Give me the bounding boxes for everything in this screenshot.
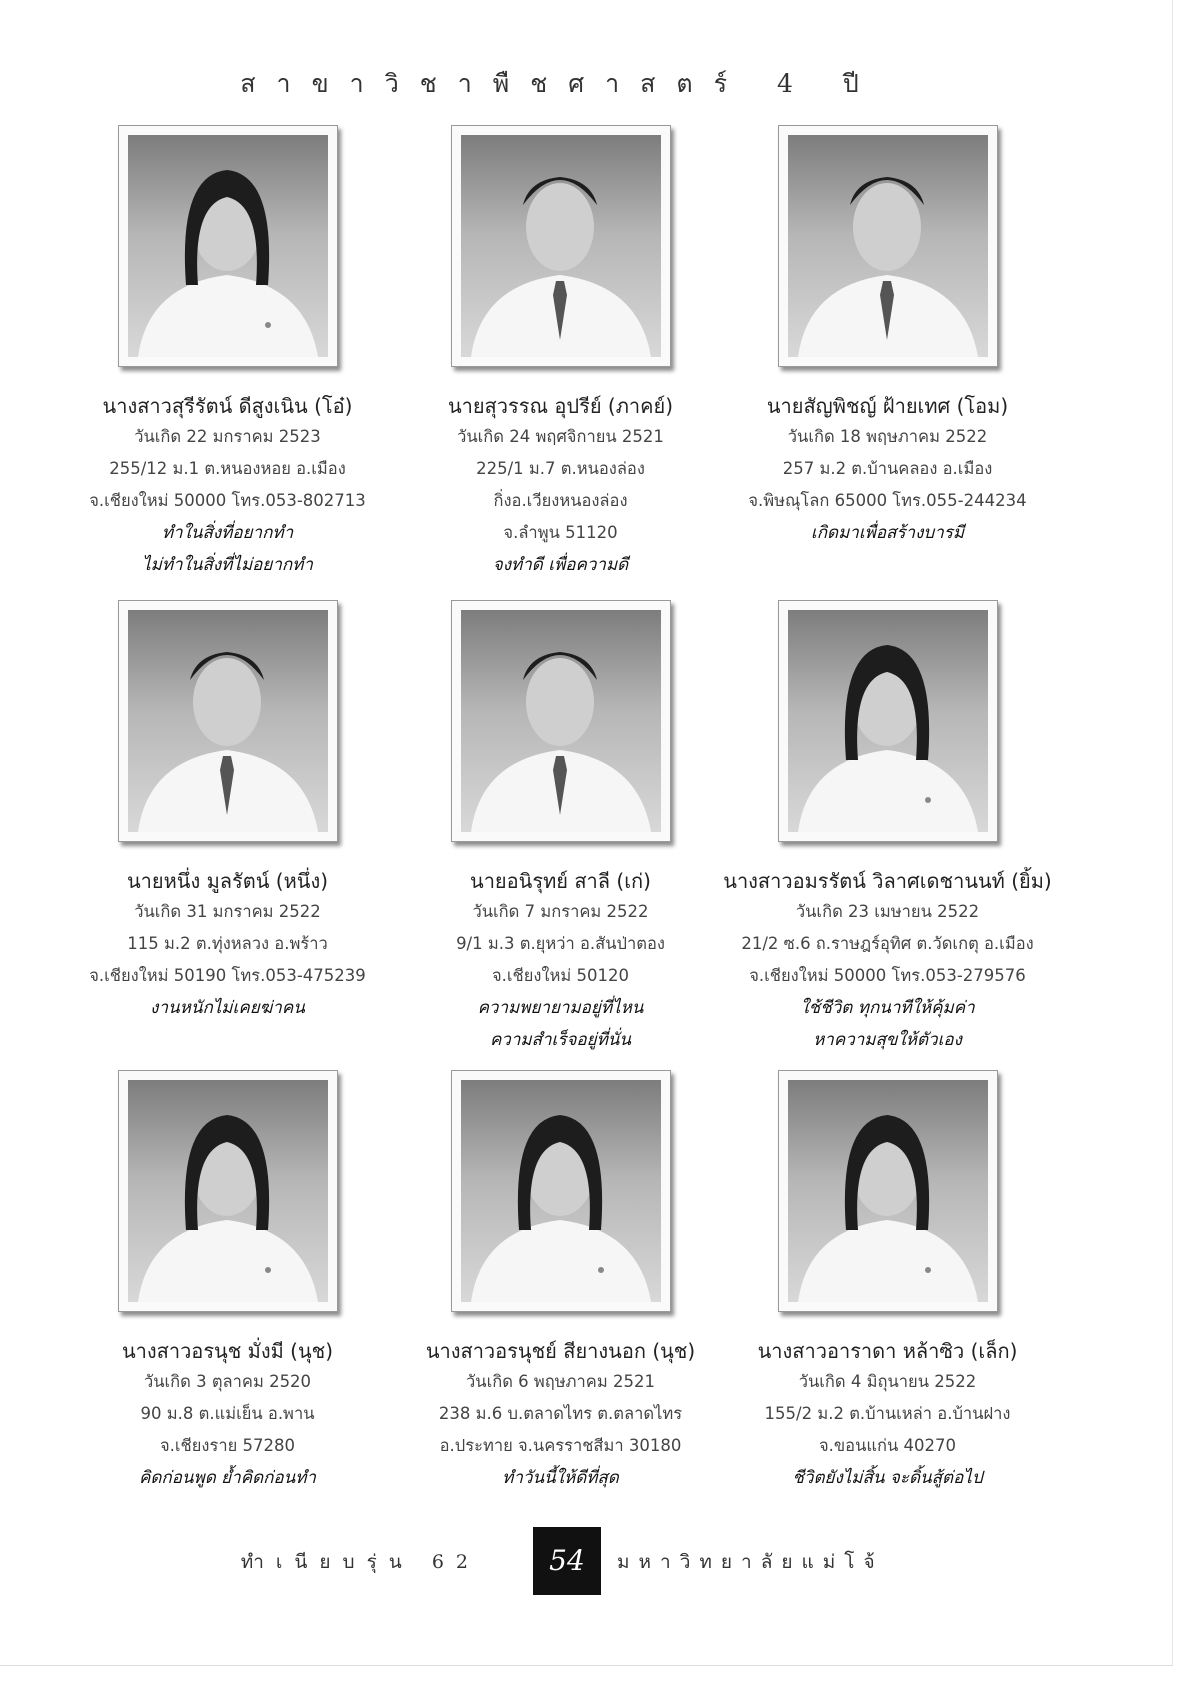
portrait-image: [461, 610, 661, 832]
student-detail: วันเกิด 31 มกราคม 2522: [134, 902, 321, 921]
student-detail: วันเกิด 18 พฤษภาคม 2522: [787, 427, 988, 446]
student-detail: 155/2 ม.2 ต.บ้านเหล่า อ.บ้านฝาง: [764, 1404, 1011, 1423]
student-name: นายหนึ่ง มูลรัตน์ (หนึ่ง): [126, 869, 329, 893]
student-motto: ไม่ทำในสิ่งที่ไม่อยากทำ: [142, 555, 313, 575]
student-motto: ทำวันนี้ให้ดีที่สุด: [502, 1468, 619, 1488]
student-detail: 9/1 ม.3 ต.ยุหว่า อ.สันป่าตอง: [456, 934, 665, 953]
student-card: [393, 600, 728, 1056]
portrait-image: [788, 135, 988, 357]
student-detail: 115 ม.2 ต.ทุ่งหลวง อ.พร้าว: [127, 934, 328, 953]
portrait-figure: [461, 610, 661, 832]
footer-university-name: มหาวิทยาลัยแม่โจ้: [617, 1551, 884, 1573]
portrait-photo: [451, 1070, 671, 1312]
student-card: [720, 600, 1055, 1056]
student-detail: 238 ม.6 บ.ตลาดไทร ต.ตลาดไทร: [438, 1404, 683, 1423]
student-detail: จ.ลำพูน 51120: [503, 523, 618, 542]
portrait-image: [788, 610, 988, 832]
student-detail: 255/12 ม.1 ต.หนองหอย อ.เมือง: [109, 459, 346, 478]
portrait-figure: [788, 1080, 988, 1302]
student-motto: ใช้ชีวิต ทุกนาทีให้คุ้มค่า: [800, 998, 975, 1018]
student-motto: งานหนักไม่เคยฆ่าคน: [150, 998, 305, 1018]
portrait-photo: [778, 125, 998, 367]
student-motto: ความพยายามอยู่ที่ไหน: [477, 998, 644, 1018]
student-name: นายอนิรุทย์ สาลี (เก่): [470, 869, 651, 893]
portrait-figure: [128, 135, 328, 357]
student-name: นางสาวอมรรัตน์ วิลาศเดชานนท์ (ยิ้ม): [723, 869, 1052, 893]
student-name: นางสาวอรนุช มั่งมี (นุช): [121, 1339, 334, 1363]
portrait-figure: [788, 610, 988, 832]
student-detail: 90 ม.8 ต.แม่เย็น อ.พาน: [140, 1404, 315, 1423]
student-detail: จ.เชียงใหม่ 50000 โทร.053-802713: [89, 491, 366, 510]
student-motto: ความสำเร็จอยู่ที่นั่น: [489, 1030, 632, 1050]
portrait-image: [128, 610, 328, 832]
portrait-photo: [451, 600, 671, 842]
portrait-photo: [778, 600, 998, 842]
student-detail: 225/1 ม.7 ต.หนองล่อง: [476, 459, 645, 478]
student-name: นายสัญพิชญ์ ฝ้ายเทศ (โอม): [766, 394, 1009, 418]
student-name: นางสาวอรนุชย์ สียางนอก (นุช): [425, 1339, 696, 1363]
student-motto: หาความสุขให้ตัวเอง: [813, 1030, 962, 1050]
student-card: [393, 125, 728, 581]
portrait-photo: [778, 1070, 998, 1312]
student-detail: วันเกิด 22 มกราคม 2523: [134, 427, 321, 446]
footer-yearbook-title: ทำเนียบรุ่น 62: [240, 1551, 480, 1573]
portrait-photo: [451, 125, 671, 367]
student-detail: จ.เชียงใหม่ 50120: [491, 966, 630, 985]
portrait-figure: [788, 135, 988, 357]
student-detail: วันเกิด 4 มิถุนายน 2522: [798, 1372, 977, 1391]
student-detail: จ.เชียงใหม่ 50000 โทร.053-279576: [749, 966, 1026, 985]
student-detail: จ.พิษณุโลก 65000 โทร.055-244234: [748, 491, 1027, 510]
student-name: นางสาวอาราดา หล้าซิว (เล็ก): [757, 1339, 1018, 1363]
portrait-photo: [118, 600, 338, 842]
student-detail: วันเกิด 7 มกราคม 2522: [472, 902, 649, 921]
student-detail: วันเกิด 6 พฤษภาคม 2521: [466, 1372, 655, 1391]
student-name: นายสุวรรณ อุปรีย์ (ภาคย์): [447, 394, 674, 418]
portrait-photo: [118, 1070, 338, 1312]
student-detail: วันเกิด 24 พฤศจิกายน 2521: [457, 427, 664, 446]
student-card: [720, 1070, 1055, 1494]
student-detail: 21/2 ซ.6 ถ.ราษฎร์อุทิศ ต.วัดเกตุ อ.เมือง: [741, 934, 1034, 953]
student-card: [60, 125, 395, 581]
student-detail: วันเกิด 23 เมษายน 2522: [795, 902, 980, 921]
page-footer: [0, 1527, 1120, 1595]
student-motto: ทำในสิ่งที่อยากทำ: [161, 523, 294, 543]
portrait-photo: [118, 125, 338, 367]
student-detail: จ.เชียงใหม่ 50190 โทร.053-475239: [89, 966, 366, 985]
student-detail: จ.ขอนแก่น 40270: [818, 1436, 957, 1455]
student-detail: อ.ประทาย จ.นครราชสีมา 30180: [439, 1436, 682, 1455]
page-number: 54: [533, 1527, 601, 1595]
student-name: นางสาวสุรีรัตน์ ดีสูงเนิน (โอ๋): [102, 394, 353, 418]
student-card: [720, 125, 1055, 549]
portrait-image: [788, 1080, 988, 1302]
portrait-image: [128, 1080, 328, 1302]
page-header: สาขาวิชาพืชศาสตร์ 4 ปี: [240, 69, 880, 98]
portrait-figure: [461, 135, 661, 357]
student-detail: 257 ม.2 ต.บ้านคลอง อ.เมือง: [782, 459, 993, 478]
student-motto: เกิดมาเพื่อสร้างบารมี: [810, 523, 965, 543]
student-motto: คิดก่อนพูด ย้ำคิดก่อนทำ: [139, 1468, 316, 1488]
student-detail: จ.เชียงราย 57280: [159, 1436, 295, 1455]
student-detail: กิ่งอ.เวียงหนองล่อง: [493, 491, 628, 510]
student-motto: จงทำดี เพื่อความดี: [492, 555, 629, 575]
portrait-image: [461, 1080, 661, 1302]
portrait-figure: [128, 1080, 328, 1302]
portrait-image: [128, 135, 328, 357]
portrait-figure: [128, 610, 328, 832]
student-card: [60, 600, 395, 1024]
student-motto: ชีวิตยังไม่สิ้น จะดิ้นสู้ต่อไป: [792, 1468, 983, 1488]
student-card: [393, 1070, 728, 1494]
portrait-image: [461, 135, 661, 357]
student-detail: วันเกิด 3 ตุลาคม 2520: [143, 1372, 312, 1391]
student-card: [60, 1070, 395, 1494]
portrait-figure: [461, 1080, 661, 1302]
